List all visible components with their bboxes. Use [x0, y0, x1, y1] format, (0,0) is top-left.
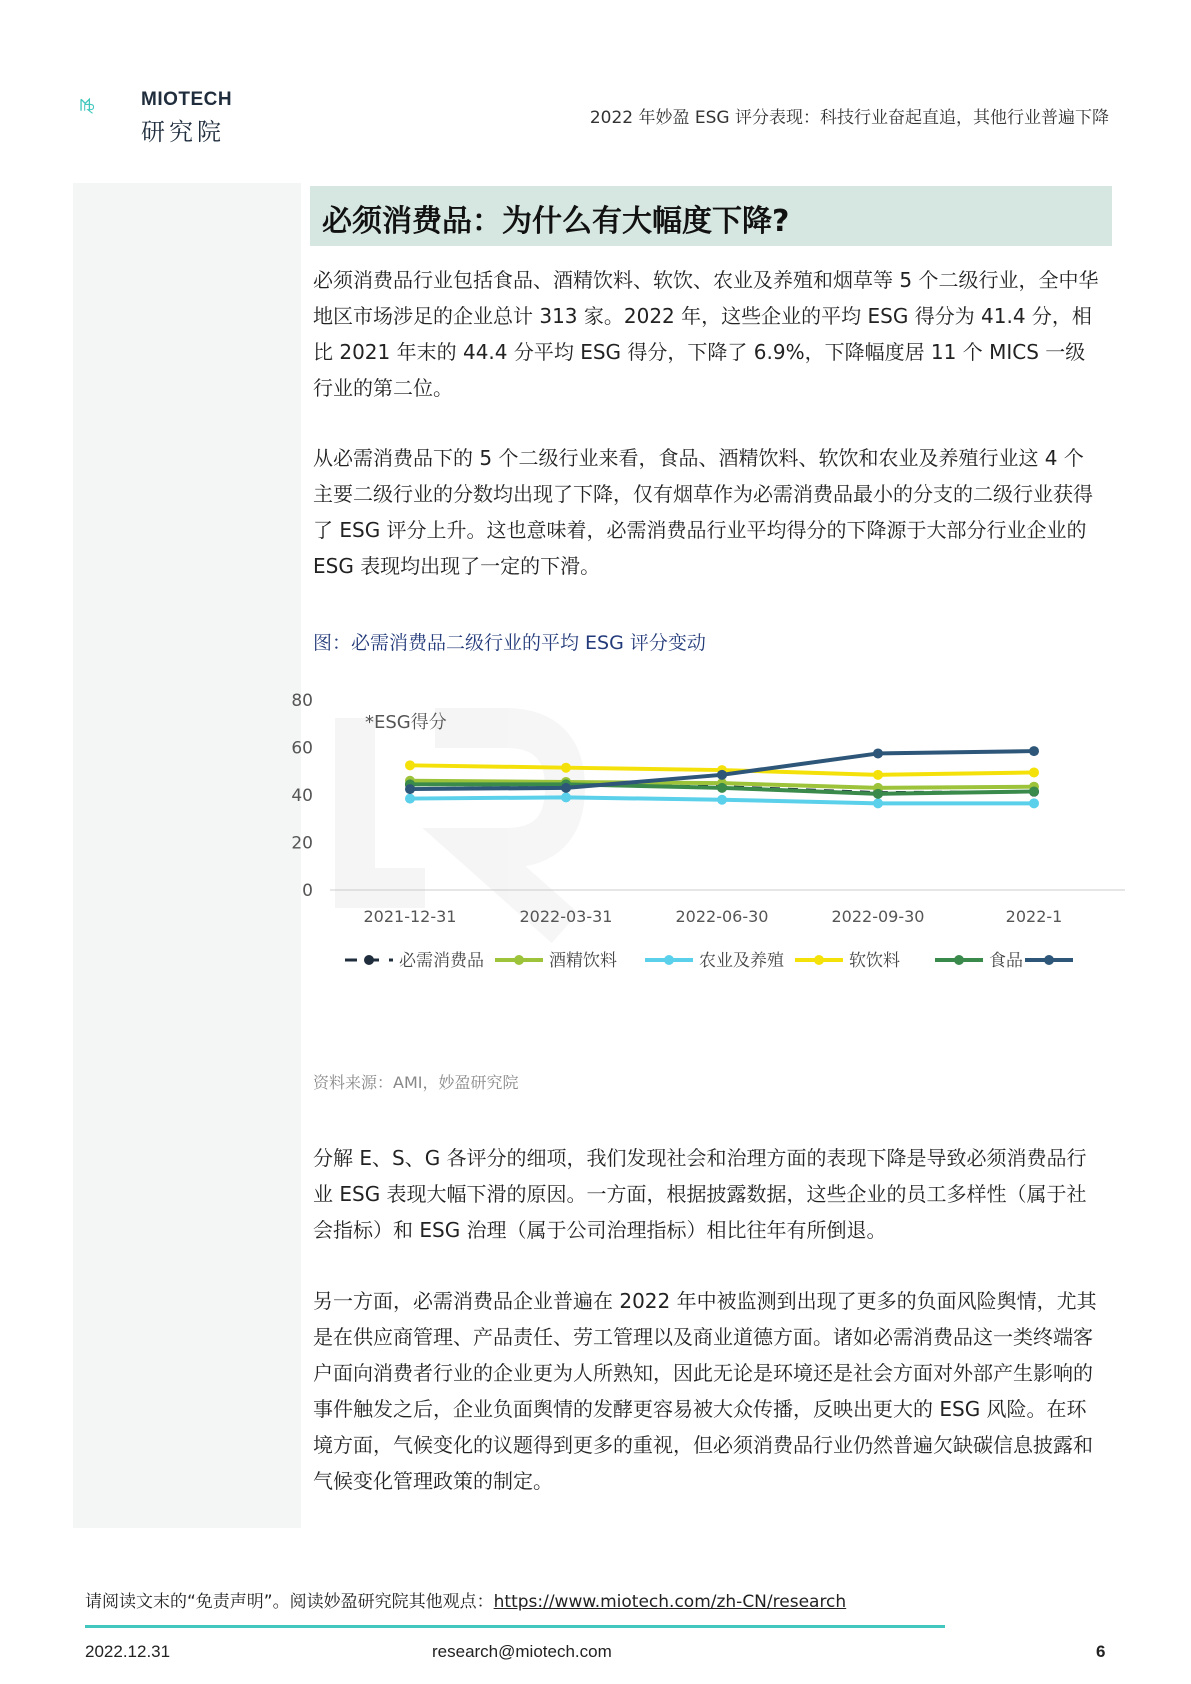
series-point-2 [405, 794, 415, 804]
page-number: 6 [1096, 1642, 1106, 1661]
legend-label-0: 必需消费品 [399, 951, 484, 971]
esg-line-chart [291, 688, 1125, 1048]
series-layer [405, 746, 1039, 808]
series-point-4 [1029, 786, 1039, 796]
series-point-2 [873, 798, 883, 808]
logo-text-en: MIOTECH [141, 89, 233, 110]
series-point-2 [717, 795, 727, 805]
y-tick-label: 0 [302, 881, 313, 901]
series-point-3 [561, 763, 571, 773]
legend-marker-1 [514, 955, 524, 965]
figure-source: 资料来源：AMI，妙盈研究院 [313, 1073, 519, 1092]
y-tick-label: 40 [291, 786, 313, 806]
legend-label-4: 食品 [989, 951, 1023, 971]
watermark [355, 718, 565, 928]
footer-note [85, 1587, 846, 1612]
legend-marker-3 [814, 955, 824, 965]
x-tick-label: 2021-12-31 [363, 907, 457, 926]
figure-title: 图：必需消费品二级行业的平均 ESG 评分变动 [313, 632, 706, 654]
series-point-5 [717, 770, 727, 780]
x-tick-label: 2022-06-30 [675, 907, 769, 926]
series-point-2 [561, 792, 571, 802]
series-point-5 [561, 783, 571, 793]
footer-note-text: 请阅读文末的“免责声明”。阅读妙盈研究院其他观点： [85, 1592, 494, 1612]
y-tick-label: 80 [291, 691, 313, 711]
legend-label-1: 酒精饮料 [549, 951, 617, 971]
series-point-3 [1029, 767, 1039, 777]
x-tick-label: 2022-1 [1005, 907, 1063, 926]
research-link[interactable]: https://www.miotech.com/zh-CN/research [493, 1592, 847, 1612]
footer-divider [85, 1625, 945, 1628]
paragraph-1: 必须消费品行业包括食品、酒精饮料、软饮、农业及养殖和烟草等 5 个二级行业，全中华地区市场涉足的企业总计 313 家。2022 年，这些企业的平均 ESG 得分为 41.4 分，相比 2021 年末的 44.4 分平均 ESG 得分，下降了 6.9%，下降幅度居 11 个 MICS 一级行业的第二位。 [313, 268, 1099, 400]
series-point-4 [717, 783, 727, 793]
footer-date: 2022.12.31 [85, 1642, 171, 1661]
series-point-5 [405, 784, 415, 794]
x-tick-label: 2022-09-30 [831, 907, 925, 926]
series-point-5 [1029, 746, 1039, 756]
y-tick-label: 20 [291, 833, 313, 854]
series-point-4 [873, 789, 883, 799]
paragraph-2: 从必需消费品下的 5 个二级行业来看，食品、酒精饮料、软饮和农业及养殖行业这 4 个主要二级行业的分数均出现了下降，仅有烟草作为必需消费品最小的分支的二级行业获得了 ESG 评分上升。这也意味着，必需消费品行业平均得分的下降源于大部分行业企业的 ESG 表现均出现了一定的下滑。 [313, 446, 1093, 578]
legend-label-2: 农业及养殖 [699, 951, 784, 971]
x-axis [330, 890, 1125, 926]
series-point-2 [1029, 798, 1039, 808]
legend-layer [345, 951, 1073, 971]
series-point-3 [873, 770, 883, 780]
y-tick-label: 60 [291, 738, 313, 759]
legend-marker-0 [364, 955, 374, 965]
header-title: 2022 年妙盈 ESG 评分表现：科技行业奋起直追，其他行业普遍下降 [589, 108, 1109, 128]
y-axis-label: *ESG得分 [365, 712, 447, 733]
legend-marker-5 [1044, 955, 1054, 965]
logo-text-zh: 研究院 [141, 118, 225, 146]
section-title-bar [310, 186, 1112, 246]
paragraph-4: 另一方面，必需消费品企业普遍在 2022 年中被监测到出现了更多的负面风险舆情，尤其是在供应商管理、产品责任、劳工管理以及商业道德方面。诸如必需消费品这一类终端客户面向消费者行业的企业更为人所熟知，因此无论是环境还是社会方面对外部产生影响的事件触发之后，企业负面舆情的发酵更容易被大众传播，反映出更大的 ESG 风险。在环境方面，气候变化的议题得到更多的重视，但必须消费品行业仍然普遍欠缺碳信息披露和气候变化管理政策的制定。 [313, 1289, 1097, 1493]
x-tick-label: 2022-03-31 [519, 907, 613, 926]
legend-marker-4 [954, 955, 964, 965]
series-point-3 [405, 760, 415, 770]
section-title: 必须消费品：为什么有大幅度下降? [322, 204, 790, 239]
miotech-logo [80, 80, 140, 132]
legend-marker-2 [664, 955, 674, 965]
paragraph-3: 分解 E、S、G 各评分的细项，我们发现社会和治理方面的表现下降是导致必须消费品行业 ESG 表现大幅下滑的原因。一方面，根据披露数据，这些企业的员工多样性（属于社会指标）和 ESG 治理（属于公司治理指标）相比往年有所倒退。 [313, 1146, 1087, 1242]
series-point-5 [873, 748, 883, 758]
footer-email[interactable]: research@miotech.com [432, 1642, 612, 1661]
left-sidebar [73, 183, 301, 1528]
legend-label-3: 软饮料 [849, 951, 900, 971]
